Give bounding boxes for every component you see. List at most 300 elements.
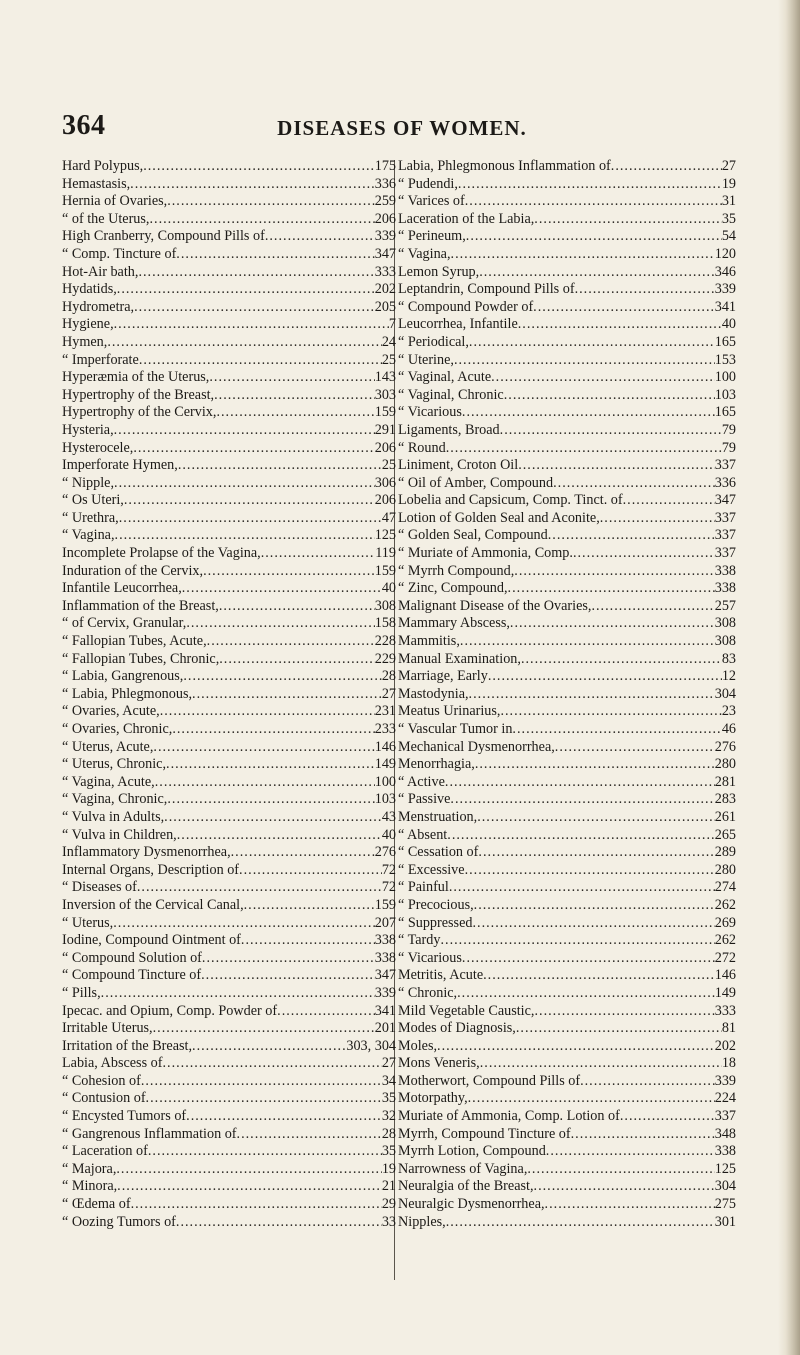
index-entry — [398, 721, 736, 739]
index-entry — [62, 422, 396, 440]
entry-page-number: 262 — [714, 932, 736, 949]
entry-label: Hysterocele, — [62, 439, 134, 456]
entry-page-number: 347 — [374, 967, 396, 984]
entry-page-number: 175 — [374, 158, 396, 174]
entry-page-number: 339 — [374, 984, 396, 1001]
index-entry — [398, 915, 736, 933]
dot-leader — [512, 721, 721, 739]
index-entry — [62, 369, 396, 387]
entry-page-number: 276 — [714, 738, 736, 755]
index-entry — [62, 1178, 396, 1196]
entry-label: “ Urethra, — [62, 509, 119, 526]
entry-label: “ Nipple, — [62, 474, 115, 491]
entry-label: “ Ovaries, Chronic, — [62, 721, 173, 737]
entry-page-number: 280 — [714, 861, 736, 878]
entry-page-number: 159 — [374, 896, 396, 913]
dot-leader — [534, 211, 722, 229]
dot-leader — [458, 176, 722, 194]
entry-label: Iodine, Compound Ointment of — [62, 932, 241, 949]
entry-label: “ Painful — [398, 879, 449, 896]
entry-label: Hymen, — [62, 333, 108, 350]
index-entry — [62, 1214, 396, 1232]
entry-page-number: 81 — [721, 1020, 736, 1037]
entry-page-number: 28 — [381, 668, 396, 685]
dot-leader — [153, 1020, 375, 1038]
entry-page-number: 336 — [374, 175, 396, 192]
index-entry — [62, 563, 396, 581]
entry-label: “ Excessive — [398, 861, 465, 878]
entry-page-number: 202 — [374, 281, 396, 298]
index-entry — [398, 1038, 736, 1056]
entry-label: “ Diseases of — [62, 879, 137, 896]
entry-page-number: 276 — [374, 844, 396, 861]
entry-page-number: 338 — [374, 932, 396, 949]
dot-leader — [202, 950, 375, 968]
index-entry — [398, 809, 736, 827]
index-entry — [398, 1003, 736, 1021]
dot-leader — [207, 633, 375, 651]
entry-page-number: 146 — [374, 738, 396, 755]
entry-page-number: 146 — [714, 967, 736, 984]
entry-page-number: 35 — [381, 1090, 396, 1107]
entry-page-number: 43 — [381, 808, 396, 825]
index-entry — [398, 703, 736, 721]
entry-label: “ Active — [398, 773, 445, 790]
entry-label: Mons Veneris, — [398, 1055, 480, 1072]
entry-label: High Cranberry, Compound Pills of — [62, 228, 265, 245]
entry-label: “ Uterine, — [398, 351, 454, 368]
dot-leader — [186, 615, 374, 633]
entry-label: Lemon Syrup, — [398, 263, 480, 280]
index-entry — [398, 369, 736, 387]
dot-leader — [623, 492, 715, 510]
index-entry — [62, 791, 396, 809]
dot-leader — [477, 809, 715, 827]
dot-leader — [445, 774, 715, 792]
index-entry — [398, 739, 736, 757]
entry-page-number: 202 — [714, 1037, 736, 1054]
dot-leader — [138, 264, 374, 282]
index-entry — [398, 193, 736, 211]
entry-page-number: 337 — [714, 545, 736, 562]
entry-label: “ Cessation of — [398, 844, 479, 861]
index-entry — [398, 932, 736, 950]
index-entry — [398, 404, 736, 422]
entry-page-number: 348 — [714, 1125, 736, 1142]
index-entry — [62, 228, 396, 246]
entry-page-number: 40 — [381, 826, 396, 843]
dot-leader — [440, 932, 714, 950]
index-entry — [62, 967, 396, 985]
index-entry — [398, 440, 736, 458]
entry-page-number: 72 — [381, 879, 396, 896]
entry-page-number: 158 — [374, 615, 396, 632]
dot-leader — [620, 1108, 715, 1126]
entry-page-number: 125 — [374, 527, 396, 544]
entry-label: “ Vagina, — [62, 527, 115, 544]
entry-label: “ Vicarious — [398, 949, 462, 966]
entry-label: Hypertrophy of the Breast, — [62, 386, 215, 403]
dot-leader — [548, 527, 715, 545]
entry-page-number: 341 — [714, 298, 736, 315]
entry-page-number: 206 — [374, 439, 396, 456]
dot-leader — [162, 1055, 381, 1073]
entry-page-number: 339 — [714, 281, 736, 298]
entry-label: Nipples, — [398, 1213, 446, 1230]
index-entry — [62, 545, 396, 563]
entry-label: Manual Examination, — [398, 650, 521, 667]
entry-page-number: 347 — [714, 492, 736, 509]
entry-page-number: 47 — [381, 509, 396, 526]
dot-leader — [508, 580, 715, 598]
index-column-right — [398, 158, 736, 1231]
dot-leader — [446, 1214, 715, 1232]
entry-page-number: 27 — [381, 685, 396, 702]
entry-page-number: 143 — [374, 369, 396, 386]
entry-label: “ Comp. Tincture of — [62, 245, 177, 262]
index-entry — [398, 897, 736, 915]
dot-leader — [231, 844, 375, 862]
index-entry — [62, 1161, 396, 1179]
dot-leader — [134, 299, 375, 317]
dot-leader — [130, 176, 375, 194]
dot-leader — [124, 492, 375, 510]
dot-leader — [116, 1161, 381, 1179]
index-entry — [62, 844, 396, 862]
dot-leader — [166, 756, 375, 774]
dot-leader — [474, 897, 715, 915]
index-entry — [398, 1143, 736, 1161]
entry-page-number: 333 — [374, 263, 396, 280]
index-entry — [62, 862, 396, 880]
dot-leader — [514, 563, 714, 581]
entry-label: Irritation of the Breast, — [62, 1037, 193, 1054]
dot-leader — [546, 1143, 715, 1161]
index-entry — [62, 879, 396, 897]
entry-label: Labia, Abscess of — [62, 1055, 163, 1072]
entry-page-number: 262 — [714, 896, 736, 913]
entry-label: Muriate of Ammonia, Comp. Lotion of — [398, 1108, 620, 1125]
dot-leader — [451, 246, 715, 264]
dot-leader — [219, 651, 374, 669]
index-entry — [398, 492, 736, 510]
entry-label: “ Vagina, Acute, — [62, 773, 155, 790]
entry-page-number: 337 — [714, 527, 736, 544]
entry-page-number: 339 — [374, 228, 396, 245]
entry-label: Hydatids, — [62, 281, 117, 298]
entry-label: “ Fallopian Tubes, Acute, — [62, 633, 207, 650]
dot-leader — [107, 334, 381, 352]
index-entry — [62, 897, 396, 915]
entry-label: Inversion of the Cervical Canal, — [62, 896, 244, 913]
index-entry — [62, 1090, 396, 1108]
entry-page-number: 33 — [381, 1213, 396, 1230]
entry-page-number: 83 — [721, 650, 736, 667]
dot-leader — [114, 316, 389, 334]
dot-leader — [611, 158, 722, 176]
entry-page-number: 100 — [374, 773, 396, 790]
entry-page-number: 40 — [381, 580, 396, 597]
entry-label: “ Vaginal, Acute — [398, 369, 492, 386]
entry-page-number: 12 — [721, 668, 736, 685]
dot-leader — [462, 950, 715, 968]
entry-page-number: 18 — [721, 1055, 736, 1072]
dot-leader — [177, 827, 382, 845]
dot-leader — [466, 228, 722, 246]
dot-leader — [186, 1108, 382, 1126]
entry-label: Myrrh, Compound Tincture of — [398, 1125, 571, 1142]
entry-label: Hysteria, — [62, 421, 114, 438]
entry-page-number: 304 — [714, 1178, 736, 1195]
entry-label: Neuralgic Dysmenorrhea, — [398, 1196, 545, 1213]
dot-leader — [176, 246, 374, 264]
entry-label: “ Cohesion of — [62, 1072, 141, 1089]
index-entry — [62, 1038, 396, 1056]
index-entry — [62, 440, 396, 458]
index-entry — [62, 985, 396, 1003]
entry-page-number: 333 — [714, 1002, 736, 1019]
entry-label: Hernia of Ovaries, — [62, 193, 168, 210]
entry-label: Leptandrin, Compound Pills of — [398, 281, 575, 298]
index-entry — [398, 176, 736, 194]
dot-leader — [155, 774, 375, 792]
entry-label: “ Muriate of Ammonia, Comp. — [398, 545, 573, 562]
index-entry — [62, 915, 396, 933]
page-edge-shadow — [778, 0, 800, 1355]
entry-label: “ Laceration of — [62, 1143, 148, 1160]
index-entry — [62, 246, 396, 264]
index-entry — [398, 299, 736, 317]
entry-page-number: 24 — [381, 333, 396, 350]
entry-page-number: 274 — [714, 879, 736, 896]
index-entry — [62, 527, 396, 545]
entry-label: “ Imperforate — [62, 351, 139, 368]
index-entry — [62, 686, 396, 704]
entry-page-number: 231 — [374, 703, 396, 720]
dot-leader — [480, 1055, 722, 1073]
entry-label: “ Vulva in Children, — [62, 826, 177, 843]
index-entry — [398, 475, 736, 493]
dot-leader — [518, 457, 715, 475]
dot-leader — [437, 1038, 715, 1056]
entry-page-number: 257 — [714, 597, 736, 614]
entry-page-number: 40 — [721, 316, 736, 333]
entry-page-number: 25 — [381, 457, 396, 474]
entry-page-number: 159 — [374, 404, 396, 421]
entry-label: Mastodynia, — [398, 685, 469, 702]
entry-page-number: 72 — [381, 861, 396, 878]
index-entry — [398, 580, 736, 598]
index-entry — [62, 1020, 396, 1038]
dot-leader — [209, 369, 374, 387]
entry-page-number: 281 — [714, 773, 736, 790]
entry-page-number: 289 — [714, 844, 736, 861]
entry-label: “ Uterus, — [62, 914, 114, 931]
entry-label: “ Ovaries, Acute, — [62, 703, 160, 720]
entry-page-number: 341 — [374, 1002, 396, 1019]
dot-leader — [214, 387, 375, 405]
index-entry — [398, 1126, 736, 1144]
index-entry — [62, 580, 396, 598]
dot-leader — [454, 352, 715, 370]
dot-leader — [533, 299, 715, 317]
dot-leader — [183, 668, 381, 686]
entry-page-number: 336 — [714, 474, 736, 491]
entry-page-number: 201 — [374, 1020, 396, 1037]
index-entry — [398, 844, 736, 862]
entry-label: Hypertrophy of the Cervix, — [62, 404, 217, 421]
entry-label: Motorpathy, — [398, 1090, 468, 1107]
index-entry — [62, 457, 396, 475]
entry-label: Hemastasis, — [62, 175, 131, 192]
dot-leader — [176, 1214, 382, 1232]
index-entry — [398, 774, 736, 792]
dot-leader — [101, 985, 375, 1003]
entry-label: Hard Polypus, — [62, 158, 144, 174]
index-entry — [398, 545, 736, 563]
dot-leader — [500, 422, 722, 440]
entry-page-number: 54 — [721, 228, 736, 245]
entry-label: Mammitis, — [398, 633, 460, 650]
entry-label: Marriage, Early — [398, 668, 488, 685]
entry-label: Induration of the Cervix, — [62, 562, 204, 579]
index-entry — [398, 158, 736, 176]
index-entry — [62, 1073, 396, 1091]
entry-label: Ligaments, Broad — [398, 421, 500, 438]
index-entry — [62, 1126, 396, 1144]
index-entry — [398, 246, 736, 264]
index-entry — [62, 387, 396, 405]
dot-leader — [133, 440, 374, 458]
index-entry — [398, 211, 736, 229]
entry-page-number: 338 — [714, 580, 736, 597]
entry-page-number: 27 — [721, 158, 736, 174]
entry-page-number: 269 — [714, 914, 736, 931]
index-entry — [398, 827, 736, 845]
entry-label: “ Chronic, — [398, 984, 458, 1001]
dot-leader — [148, 1143, 382, 1161]
entry-page-number: 205 — [374, 298, 396, 315]
page-header — [62, 110, 742, 150]
entry-label: “ Round — [398, 439, 446, 456]
entry-page-number: 31 — [721, 193, 736, 210]
index-entry — [62, 299, 396, 317]
entry-label: “ Fallopian Tubes, Chronic, — [62, 650, 220, 667]
entry-page-number: 149 — [714, 984, 736, 1001]
dot-leader — [203, 563, 375, 581]
dot-leader — [164, 809, 382, 827]
entry-label: “ Tardy — [398, 932, 441, 949]
entry-label: “ Labia, Gangrenous, — [62, 668, 184, 685]
index-entry — [62, 703, 396, 721]
entry-label: “ of the Uterus, — [62, 210, 150, 227]
dot-leader — [504, 387, 715, 405]
entry-label: Metritis, Acute — [398, 967, 484, 984]
entry-page-number: 46 — [721, 721, 736, 737]
entry-page-number: 346 — [714, 263, 736, 280]
index-entry — [62, 932, 396, 950]
entry-page-number: 165 — [714, 404, 736, 421]
entry-page-number: 283 — [714, 791, 736, 808]
entry-label: Menstruation, — [398, 808, 478, 825]
entry-page-number: 25 — [381, 351, 396, 368]
dot-leader — [182, 580, 382, 598]
entry-page-number: 35 — [721, 210, 736, 227]
dot-leader — [516, 1020, 722, 1038]
dot-leader — [139, 352, 382, 370]
entry-page-number: 339 — [714, 1072, 736, 1089]
dot-leader — [580, 1073, 715, 1091]
index-entry — [398, 1196, 736, 1214]
index-entry — [398, 387, 736, 405]
index-entry — [62, 492, 396, 510]
entry-page-number: 149 — [374, 756, 396, 773]
index-entry — [62, 158, 396, 176]
entry-page-number: 306 — [374, 474, 396, 491]
index-entry — [62, 1143, 396, 1161]
index-entry — [62, 756, 396, 774]
entry-label: “ Pudendi, — [398, 175, 458, 192]
index-entry — [62, 281, 396, 299]
entry-label: “ Absent — [398, 826, 448, 843]
index-entry — [62, 1196, 396, 1214]
dot-leader — [244, 897, 375, 915]
index-entry — [398, 967, 736, 985]
entry-page-number: 165 — [714, 333, 736, 350]
dot-leader — [491, 369, 715, 387]
dot-leader — [239, 862, 382, 880]
entry-label: “ Vicarious — [398, 404, 462, 421]
entry-page-number: 259 — [374, 193, 396, 210]
dot-leader — [192, 686, 382, 704]
entry-page-number: 301 — [714, 1213, 736, 1230]
entry-label: “ Periodical, — [398, 333, 469, 350]
dot-leader — [113, 915, 375, 933]
entry-label: “ Vulva in Adults, — [62, 808, 165, 825]
entry-page-number: 35 — [381, 1143, 396, 1160]
entry-page-number: 100 — [714, 369, 736, 386]
dot-leader — [479, 264, 715, 282]
dot-leader — [555, 739, 715, 757]
dot-leader — [153, 739, 374, 757]
dot-leader — [192, 1038, 346, 1056]
dot-leader — [534, 1178, 715, 1196]
entry-label: Hydrometra, — [62, 298, 135, 315]
index-entry — [398, 457, 736, 475]
dot-leader — [468, 1090, 715, 1108]
dot-leader — [178, 457, 382, 475]
entry-label: Meatus Urinarius, — [398, 703, 501, 720]
entry-page-number: 229 — [374, 650, 396, 667]
entry-label: Mechanical Dysmenorrhea, — [398, 738, 555, 755]
index-entry — [398, 563, 736, 581]
dot-leader — [261, 545, 376, 563]
dot-leader — [450, 791, 714, 809]
entry-label: Irritable Uterus, — [62, 1020, 153, 1037]
index-entry — [398, 352, 736, 370]
entry-label: Hyperæmia of the Uterus, — [62, 369, 210, 386]
dot-leader — [469, 334, 715, 352]
entry-label: Mild Vegetable Caustic, — [398, 1002, 535, 1019]
entry-label: Lotion of Golden Seal and Aconite, — [398, 509, 600, 526]
index-entry — [398, 1214, 736, 1232]
entry-label: “ Suppressed — [398, 914, 473, 931]
entry-label: “ Vagina, — [398, 245, 451, 262]
index-entry — [62, 404, 396, 422]
dot-leader — [573, 545, 715, 563]
dot-leader — [462, 404, 715, 422]
entry-label: Imperforate Hymen, — [62, 457, 178, 474]
